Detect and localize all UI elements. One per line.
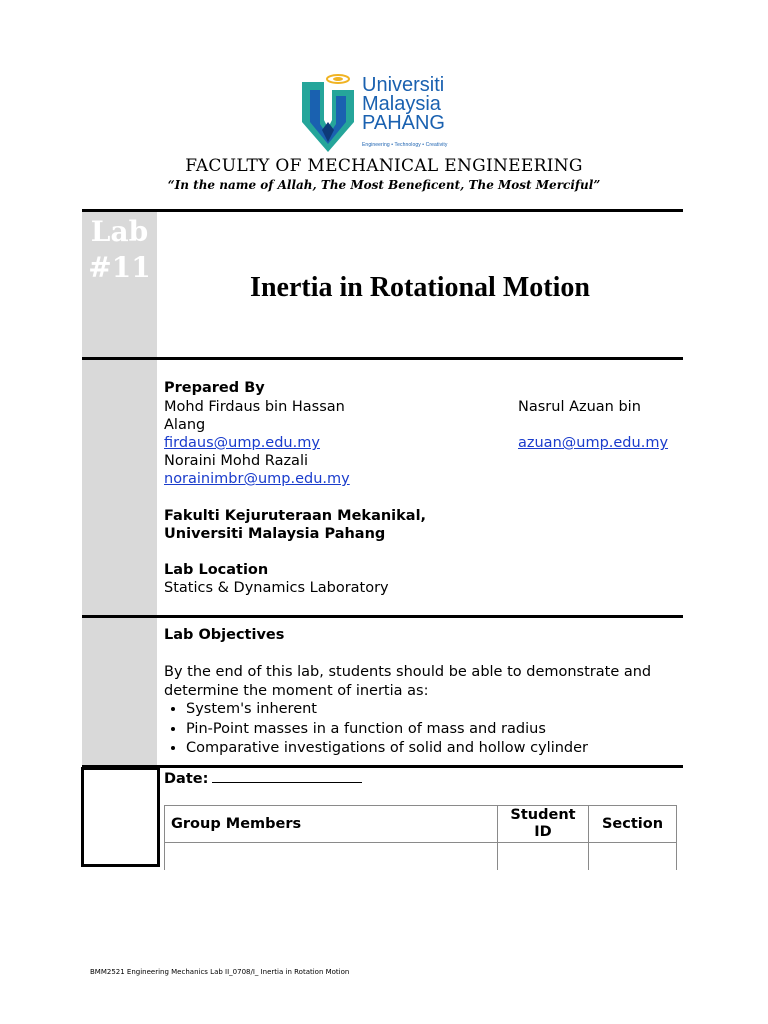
lab-location-heading: Lab Location <box>164 562 269 578</box>
date-field <box>164 768 362 788</box>
col-header-section: Section <box>589 806 677 843</box>
side-panel-objectives <box>82 618 157 766</box>
institution-line1: Fakulti Kejuruteraan Mekanikal, <box>164 508 427 524</box>
objective-item: • System's inherent <box>186 700 588 720</box>
divider-prepared <box>82 615 683 618</box>
university-logo <box>300 72 470 154</box>
author2-email-link[interactable]: azuan@ump.edu.my <box>518 435 669 451</box>
members-table-container <box>160 805 685 870</box>
date-input-line[interactable] <box>212 768 362 783</box>
institution-line2: Universiti Malaysia Pahang <box>164 526 386 542</box>
date-label: Date: <box>164 771 209 787</box>
author3-name: Noraini Mohd Razali <box>164 453 309 469</box>
logo-name-line2: Malaysia <box>362 93 441 115</box>
motto: “In the name of Allah, The Most Beneficent, The Most Merciful” <box>167 178 601 192</box>
table-row <box>165 843 677 871</box>
objectives-intro-line1: By the end of this lab, students should be able to demonstrate and <box>164 664 652 680</box>
logo-name-line1: Universiti <box>362 74 445 96</box>
divider-top <box>82 209 683 212</box>
objectives-list <box>164 700 588 759</box>
lab-location: Statics & Dynamics Laboratory <box>164 580 389 596</box>
side-panel-prepared <box>82 360 157 615</box>
member-name-cell[interactable] <box>165 843 498 871</box>
section-cell[interactable] <box>589 843 677 871</box>
author1-name: Mohd Firdaus bin Hassan <box>164 399 345 415</box>
footer-text: BMM2521 Engineering Mechanics Lab II_0708/I_ Inertia in Rotation Motion <box>90 968 350 976</box>
col-header-group-members: Group Members <box>165 806 498 843</box>
student-id-cell[interactable] <box>498 843 589 871</box>
objectives-intro-line2: determine the moment of inertia as: <box>164 683 429 699</box>
logo-name-line3: PAHANG <box>362 112 445 134</box>
lab-title: Inertia in Rotational Motion <box>250 272 590 303</box>
author1-email-link[interactable]: firdaus@ump.edu.my <box>164 435 320 451</box>
prepared-heading: Prepared By <box>164 380 265 396</box>
objective-item: • Pin-Point masses in a function of mass and radius <box>186 720 588 740</box>
faculty-heading: FACULTY OF MECHANICAL ENGINEERING <box>185 156 583 176</box>
author2-name-cont: Alang <box>164 417 206 433</box>
objectives-heading: Lab Objectives <box>164 627 285 643</box>
mark-box <box>81 767 160 867</box>
author2-name: Nasrul Azuan bin <box>518 399 641 415</box>
university-crest-icon <box>300 72 356 154</box>
lab-number: Lab #11 <box>88 215 151 284</box>
members-table <box>164 805 677 870</box>
col-header-student-id: Student ID <box>498 806 589 843</box>
logo-tagline: Engineering • Technology • Creativity <box>362 142 448 148</box>
divider-title <box>82 357 683 360</box>
objective-item: • Comparative investigations of solid and hollow cylinder <box>186 739 588 759</box>
author3-email-link[interactable]: norainimbr@ump.edu.my <box>164 471 350 487</box>
